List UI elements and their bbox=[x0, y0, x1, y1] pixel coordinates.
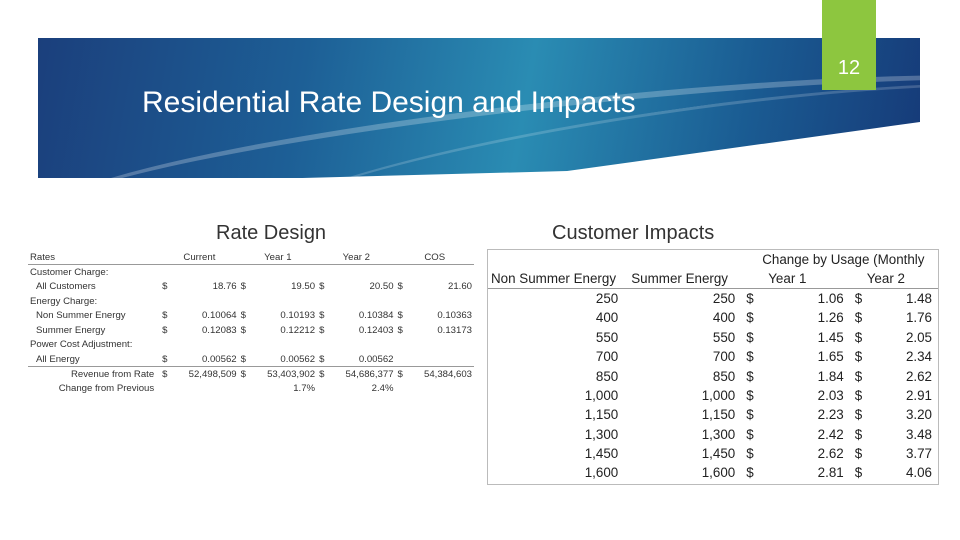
rate-dollar-sign: $ bbox=[240, 353, 246, 365]
rate-dollar-sign: $ bbox=[397, 310, 403, 322]
rate-row-label: Non Summer Energy bbox=[36, 310, 126, 322]
year2-change-cell: 3.77 bbox=[905, 446, 932, 462]
rate-header-cell: Year 2 bbox=[317, 250, 395, 265]
impact-group-header-row bbox=[488, 250, 938, 269]
year2-change-cell: 1.76 bbox=[905, 310, 932, 326]
summer-energy-cell: 700 bbox=[712, 349, 736, 365]
rate-table-row bbox=[28, 279, 474, 294]
rate-header-cell: Rates bbox=[28, 250, 160, 265]
summer-energy-cell: 850 bbox=[712, 368, 736, 384]
year1-change-cell: 1.84 bbox=[817, 368, 844, 384]
impact-header-cell: Summer Energy bbox=[628, 269, 738, 288]
summer-energy-cell: 250 bbox=[712, 291, 736, 307]
year1-change-cell: 2.03 bbox=[817, 387, 844, 403]
non-summer-energy-cell: 1,600 bbox=[584, 465, 619, 481]
rate-value-cell: 0.12083 bbox=[201, 324, 237, 336]
change-spacer bbox=[239, 381, 251, 396]
year2-change-cell: 4.06 bbox=[905, 465, 932, 481]
rate-value-cell: 0.13173 bbox=[437, 324, 472, 336]
year1-change-cell: 2.23 bbox=[817, 407, 844, 423]
rate-dollar-sign: $ bbox=[162, 324, 168, 336]
year1-change-cell: 1.65 bbox=[817, 349, 844, 365]
impact-dollar-sign: $ bbox=[746, 329, 754, 345]
impact-header-cell: Year 2 bbox=[847, 269, 938, 288]
year1-change-cell: 2.62 bbox=[817, 446, 844, 462]
year1-change-cell: 2.42 bbox=[817, 426, 844, 442]
non-summer-energy-cell: 1,150 bbox=[584, 407, 619, 423]
rate-value-cell: 0.00562 bbox=[358, 353, 394, 365]
impact-row bbox=[488, 444, 938, 463]
impact-group-header: Change by Usage (Monthly bbox=[762, 252, 925, 268]
non-summer-energy-cell: 250 bbox=[595, 291, 619, 307]
rate-value-cell: 0.10064 bbox=[201, 310, 237, 322]
impact-dollar-sign: $ bbox=[746, 387, 754, 403]
rate-dollar-sign: $ bbox=[240, 324, 246, 336]
impact-header-cell: Non Summer Energy bbox=[488, 269, 628, 288]
rate-value-cell: 0.12212 bbox=[280, 324, 316, 336]
impact-dollar-sign: $ bbox=[854, 446, 863, 462]
year1-change-cell: 2.81 bbox=[817, 465, 844, 481]
impact-dollar-sign: $ bbox=[854, 368, 863, 384]
rate-dollar-sign: $ bbox=[319, 353, 325, 365]
impact-row bbox=[488, 289, 938, 308]
summer-energy-cell: 550 bbox=[712, 329, 736, 345]
customer-impacts-table-frame bbox=[487, 249, 939, 485]
change-spacer bbox=[160, 381, 172, 396]
rate-dollar-sign: $ bbox=[319, 280, 325, 292]
impact-dollar-sign: $ bbox=[854, 349, 863, 365]
non-summer-energy-cell: 700 bbox=[595, 349, 619, 365]
impact-dollar-sign: $ bbox=[746, 368, 754, 384]
rate-value-cell: 19.50 bbox=[291, 280, 316, 292]
rate-value-cell: 0.10384 bbox=[358, 310, 394, 322]
non-summer-energy-cell: 1,000 bbox=[584, 387, 619, 403]
summer-energy-cell: 400 bbox=[712, 310, 736, 326]
non-summer-energy-cell: 1,450 bbox=[584, 446, 619, 462]
year2-change-cell: 3.48 bbox=[905, 426, 932, 442]
rate-table-row bbox=[28, 352, 474, 367]
impact-row bbox=[488, 425, 938, 444]
rate-dollar-sign: $ bbox=[239, 367, 251, 382]
impact-header-row bbox=[488, 269, 938, 288]
revenue-value-cell: 52,498,509 bbox=[172, 367, 238, 382]
year2-change-cell: 2.62 bbox=[905, 368, 932, 384]
summer-energy-cell: 1,000 bbox=[701, 387, 736, 403]
impact-dollar-sign: $ bbox=[854, 291, 863, 307]
non-summer-energy-cell: 850 bbox=[595, 368, 619, 384]
impact-row bbox=[488, 347, 938, 366]
rate-dollar-sign: $ bbox=[162, 310, 168, 322]
page-number: 12 bbox=[837, 57, 861, 79]
impact-dollar-sign: $ bbox=[854, 465, 863, 481]
customer-impacts-heading: Customer Impacts bbox=[552, 222, 715, 244]
impact-row bbox=[488, 405, 938, 424]
change-value-cell: 1.7% bbox=[293, 383, 316, 395]
summer-energy-cell: 1,150 bbox=[701, 407, 736, 423]
year2-change-cell: 2.91 bbox=[905, 387, 932, 403]
rate-design-heading: Rate Design bbox=[216, 222, 327, 244]
revenue-value-cell: 54,384,603 bbox=[408, 367, 474, 382]
impact-dollar-sign: $ bbox=[854, 426, 863, 442]
rate-dollar-sign: $ bbox=[160, 367, 172, 382]
rate-dollar-sign: $ bbox=[240, 280, 246, 292]
summer-energy-cell: 1,600 bbox=[701, 465, 736, 481]
customer-impacts-table bbox=[488, 250, 938, 483]
impact-header-cell: Year 1 bbox=[738, 269, 847, 288]
rate-value-cell bbox=[408, 352, 474, 367]
year2-change-cell: 3.20 bbox=[905, 407, 932, 423]
impact-row bbox=[488, 366, 938, 385]
rate-value-cell: 0.00562 bbox=[280, 353, 316, 365]
rate-dollar-sign bbox=[396, 352, 408, 367]
rate-design-table bbox=[28, 250, 474, 396]
rate-section-label: Energy Charge: bbox=[30, 295, 98, 307]
impact-dollar-sign: $ bbox=[746, 465, 754, 481]
change-label: Change from Previous bbox=[58, 383, 155, 395]
change-row bbox=[28, 381, 474, 396]
change-spacer bbox=[396, 381, 408, 396]
impact-row bbox=[488, 328, 938, 347]
impact-dollar-sign: $ bbox=[746, 426, 754, 442]
rate-dollar-sign: $ bbox=[317, 367, 329, 382]
impact-dollar-sign: $ bbox=[746, 310, 754, 326]
rate-dollar-sign: $ bbox=[162, 280, 168, 292]
rate-header-cell: COS bbox=[396, 250, 474, 265]
year2-change-cell: 1.48 bbox=[905, 291, 932, 307]
revenue-row bbox=[28, 367, 474, 382]
non-summer-energy-cell: 400 bbox=[595, 310, 619, 326]
rate-header-cell: Year 1 bbox=[239, 250, 317, 265]
rate-value-cell: 0.10363 bbox=[437, 310, 472, 322]
rate-table-row bbox=[28, 294, 474, 309]
rate-table-row bbox=[28, 323, 474, 338]
year2-change-cell: 2.05 bbox=[905, 329, 932, 345]
year2-change-cell: 2.34 bbox=[905, 349, 932, 365]
revenue-value-cell: 54,686,377 bbox=[329, 367, 395, 382]
non-summer-energy-cell: 1,300 bbox=[584, 426, 619, 442]
rate-dollar-sign: $ bbox=[319, 310, 325, 322]
rate-row-label: All Customers bbox=[36, 280, 96, 292]
impact-dollar-sign: $ bbox=[854, 407, 863, 423]
change-value-cell bbox=[408, 381, 474, 396]
impact-dollar-sign: $ bbox=[746, 407, 754, 423]
year1-change-cell: 1.26 bbox=[817, 310, 844, 326]
impact-dollar-sign: $ bbox=[746, 446, 754, 462]
impact-row bbox=[488, 386, 938, 405]
change-value-cell bbox=[172, 381, 238, 396]
impact-row bbox=[488, 308, 938, 327]
rate-header-cell: Current bbox=[160, 250, 238, 265]
summer-energy-cell: 1,450 bbox=[701, 446, 736, 462]
revenue-value-cell: 53,403,902 bbox=[251, 367, 317, 382]
rate-value-cell: 0.10193 bbox=[280, 310, 316, 322]
impact-dollar-sign: $ bbox=[854, 329, 863, 345]
impact-group-spacer bbox=[488, 250, 738, 269]
rate-section-label: Customer Charge: bbox=[30, 266, 109, 278]
rate-row-label: Summer Energy bbox=[36, 324, 106, 336]
impact-row bbox=[488, 463, 938, 482]
rate-value-cell: 0.12403 bbox=[358, 324, 394, 336]
change-spacer bbox=[317, 381, 329, 396]
rate-section-label: Power Cost Adjustment: bbox=[30, 339, 133, 351]
change-value-cell: 2.4% bbox=[371, 383, 394, 395]
rate-table-row bbox=[28, 265, 474, 280]
year1-change-cell: 1.06 bbox=[817, 291, 844, 307]
rate-table-header-row bbox=[28, 250, 474, 265]
impact-dollar-sign: $ bbox=[746, 349, 754, 365]
rate-dollar-sign: $ bbox=[240, 310, 246, 322]
impact-dollar-sign: $ bbox=[746, 291, 754, 307]
rate-dollar-sign: $ bbox=[162, 353, 168, 365]
slide-title: Residential Rate Design and Impacts bbox=[142, 86, 636, 119]
rate-dollar-sign: $ bbox=[397, 324, 403, 336]
impact-dollar-sign: $ bbox=[854, 387, 863, 403]
rate-row-label: All Energy bbox=[36, 353, 80, 365]
rate-table-row bbox=[28, 308, 474, 323]
summer-energy-cell: 1,300 bbox=[701, 426, 736, 442]
revenue-label: Revenue from Rate bbox=[28, 367, 160, 382]
rate-dollar-sign: $ bbox=[397, 280, 403, 292]
year1-change-cell: 1.45 bbox=[817, 329, 844, 345]
rate-dollar-sign: $ bbox=[396, 367, 408, 382]
impact-dollar-sign: $ bbox=[854, 310, 863, 326]
rate-table-row bbox=[28, 338, 474, 353]
page-number-tab bbox=[822, 0, 876, 90]
rate-value-cell: 18.76 bbox=[212, 280, 237, 292]
rate-value-cell: 20.50 bbox=[369, 280, 394, 292]
rate-value-cell: 0.00562 bbox=[201, 353, 237, 365]
non-summer-energy-cell: 550 bbox=[595, 329, 619, 345]
rate-value-cell: 21.60 bbox=[447, 280, 472, 292]
rate-dollar-sign: $ bbox=[319, 324, 325, 336]
